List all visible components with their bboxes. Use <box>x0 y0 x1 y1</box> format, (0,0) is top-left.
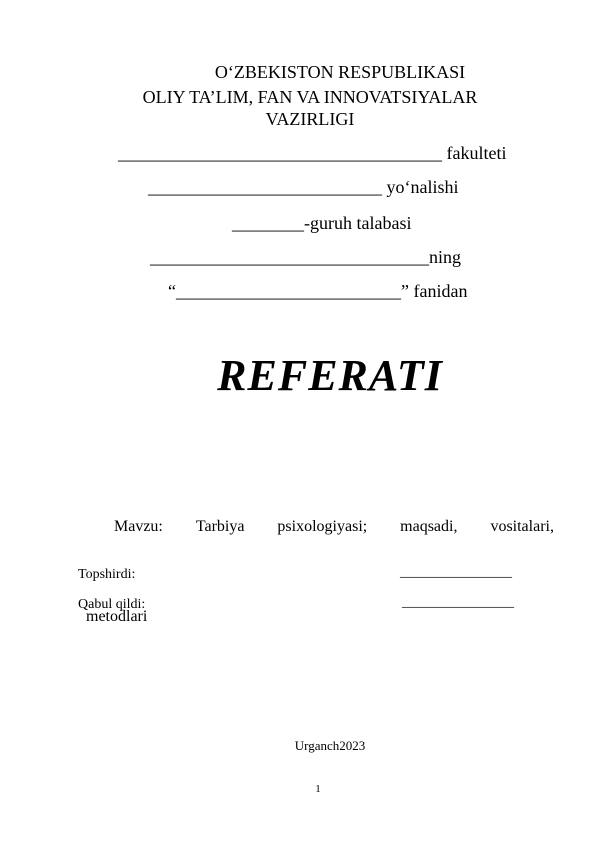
ministry-heading-line2: VAZIRLIGI <box>265 109 355 129</box>
group-fill-line: ________-guruh talabasi <box>232 213 412 233</box>
topic-line-2: metodlari <box>86 608 148 625</box>
subject-fill-line: “_________________________” fanidan <box>168 281 468 301</box>
topic-line-1 <box>86 512 554 542</box>
topic-word: maqsadi, <box>400 518 458 535</box>
ministry-heading-line1: OLIY TA’LIM, FAN VA INNOVATSIYALAR <box>142 87 478 107</box>
topic-word: Mavzu: <box>114 518 163 535</box>
country-heading: O‘ZBEKISTON RESPUBLIKASI <box>214 62 466 82</box>
accepted-by-label: Qabul qildi: <box>78 597 146 612</box>
topic-word: vositalari, <box>490 518 554 535</box>
document-title: REFERATI <box>217 351 443 400</box>
submitted-by-signature-line: ________________ <box>400 565 512 580</box>
accepted-by-signature-line: ________________ <box>402 595 514 610</box>
submitted-by-label: Topshirdi: <box>78 567 136 582</box>
page-number: 1 <box>315 783 321 795</box>
faculty-fill-line: ____________________________________ fakulteti <box>118 143 507 163</box>
place-and-year: Urganch2023 <box>294 738 366 753</box>
topic-word: Tarbiya <box>195 518 245 535</box>
student-name-fill-line: _______________________________ning <box>150 247 462 267</box>
topic-word: psixologiyasi; <box>277 518 368 535</box>
direction-fill-line: __________________________ yo‘nalishi <box>148 177 459 197</box>
